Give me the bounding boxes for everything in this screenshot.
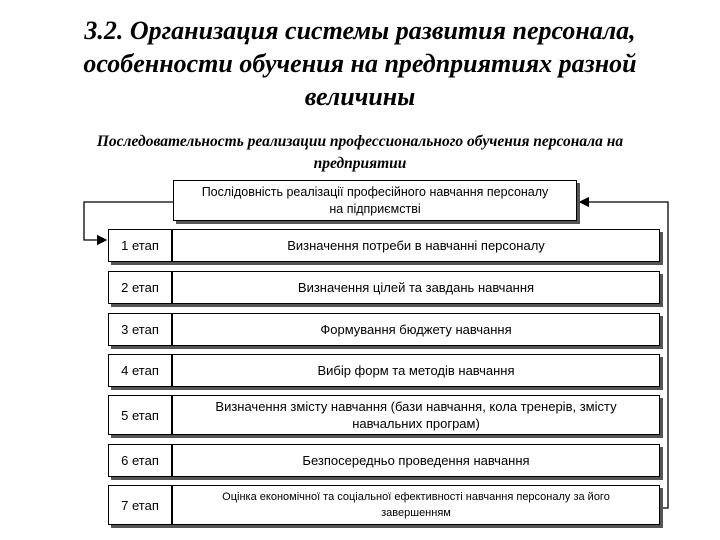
stage-label: 6 етап bbox=[108, 444, 172, 477]
stage-row bbox=[108, 485, 660, 525]
stage-label: 4 етап bbox=[108, 354, 172, 387]
stage-row bbox=[108, 354, 660, 387]
stage-label: 1 етап bbox=[108, 229, 172, 262]
title-line: величины bbox=[304, 82, 416, 111]
diagram-header-box bbox=[173, 180, 577, 221]
stage-label: 3 етап bbox=[108, 313, 172, 346]
stage-label: 2 етап bbox=[108, 271, 172, 304]
header-line: на підприємстві bbox=[329, 202, 421, 216]
stage-description: Безпосередньо проведення навчання bbox=[172, 444, 660, 477]
title-line: особенности обучения на предприятиях разной bbox=[83, 49, 637, 78]
stage-description: Вибір форм та методів навчання bbox=[172, 354, 660, 387]
stage-description: Визначення цілей та завдань навчання bbox=[172, 271, 660, 304]
header-line: Послідовність реалізації професійного навчання персоналу bbox=[201, 185, 549, 199]
stage-description: Оцінка економічної та соціальної ефективності навчання персоналу за його завершенням bbox=[172, 485, 660, 525]
stage-description: Визначення змісту навчання (бази навчання, кола тренерів, змісту навчальних програм) bbox=[172, 395, 660, 435]
stage-row bbox=[108, 271, 660, 304]
stage-description: Формування бюджету навчання bbox=[172, 313, 660, 346]
stage-row bbox=[108, 313, 660, 346]
stage-label: 7 етап bbox=[108, 485, 172, 525]
stage-description: Визначення потреби в навчанні персоналу bbox=[172, 229, 660, 262]
subtitle-line: Последовательность реализации профессионального обучения персонала на bbox=[96, 133, 624, 150]
title-line: 3.2. Организация системы развития персонала, bbox=[84, 16, 636, 45]
stage-label: 5 етап bbox=[108, 395, 172, 435]
stage-row bbox=[108, 444, 660, 477]
subtitle-line: предприятии bbox=[313, 155, 407, 172]
stage-row bbox=[108, 229, 660, 262]
stage-row bbox=[108, 395, 660, 435]
